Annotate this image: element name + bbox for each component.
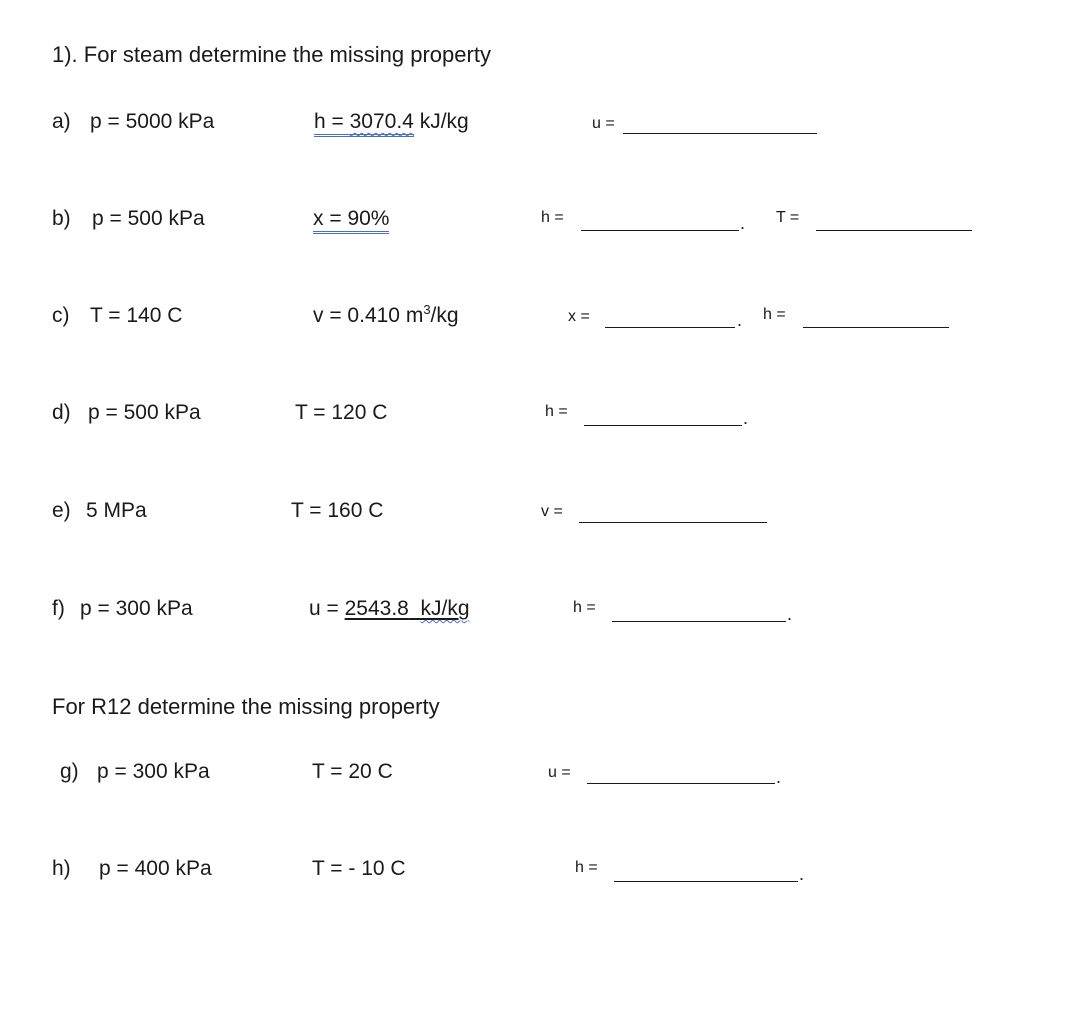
row-a-ask-u-label: u =	[592, 115, 615, 132]
row-c-tag: c)	[52, 304, 70, 327]
row-c-period: .	[737, 310, 743, 330]
row-e-tag: e)	[52, 499, 71, 522]
row-c-volume-prefix: v = 0.410 m	[313, 304, 424, 327]
row-h-period: .	[799, 864, 805, 884]
row-a-tag: a)	[52, 110, 71, 133]
row-b-answer-blank-h[interactable]	[581, 230, 739, 231]
row-a-enthalpy-unit: kJ/kg	[413, 110, 469, 133]
row-f-energy-value: 2543.8	[344, 597, 409, 620]
row-b-ask-t-label: T =	[776, 209, 800, 226]
row-f-energy-unit: kJ/kg	[420, 597, 470, 620]
row-e-ask-v-label: v =	[541, 503, 563, 520]
row-h-tag: h)	[52, 857, 71, 880]
row-a-answer-blank-u[interactable]	[623, 133, 817, 134]
steam-heading: 1). For steam determine the missing property	[52, 42, 491, 67]
row-c-volume-unit: /kg	[430, 304, 459, 327]
row-b-tag: b)	[52, 207, 71, 230]
row-d-given-temperature: T = 120 C	[295, 401, 388, 424]
row-a-enthalpy-value: 3070.4	[349, 110, 414, 133]
row-c-given-specific-volume	[313, 302, 459, 327]
row-g-period: .	[776, 767, 782, 787]
row-f-answer-blank-h[interactable]	[612, 621, 786, 622]
row-d-ask-h-label: h =	[545, 403, 568, 420]
row-c-volume-superscript: 3	[423, 302, 431, 317]
row-b-given-pressure: p = 500 kPa	[92, 207, 205, 230]
row-f-ask-h-label: h =	[573, 599, 596, 616]
row-a-given-pressure: p = 5000 kPa	[90, 110, 215, 133]
row-b-answer-blank-t[interactable]	[816, 230, 972, 231]
row-d-period: .	[743, 408, 749, 428]
row-d-answer-blank-h[interactable]	[584, 425, 742, 426]
row-d-given-pressure: p = 500 kPa	[88, 401, 201, 424]
row-b-ask-h-label: h =	[541, 209, 564, 226]
row-g-tag: g)	[60, 760, 79, 783]
row-a-given-enthalpy	[314, 111, 469, 132]
row-e-given-temperature: T = 160 C	[291, 499, 384, 522]
row-a-enthalpy-prefix: h =	[314, 110, 350, 133]
row-h-given-temperature: T = - 10 C	[312, 857, 406, 880]
row-h-ask-h-label: h =	[575, 859, 598, 876]
row-f-tag: f)	[52, 597, 65, 620]
row-g-answer-blank-u[interactable]	[587, 783, 775, 784]
row-h-given-pressure: p = 400 kPa	[99, 857, 212, 880]
row-d-tag: d)	[52, 401, 71, 424]
row-g-given-pressure: p = 300 kPa	[97, 760, 210, 783]
row-h-answer-blank-h[interactable]	[614, 881, 798, 882]
row-f-given-internal-energy	[309, 598, 470, 619]
row-c-ask-h-label: h =	[763, 306, 786, 323]
row-b-quality-prefix: x =	[313, 207, 348, 230]
row-e-answer-blank-v[interactable]	[579, 522, 767, 523]
row-c-given-temperature: T = 140 C	[90, 304, 183, 327]
row-e-given-pressure: 5 MPa	[86, 499, 147, 522]
row-b-period: .	[740, 213, 746, 233]
row-c-answer-blank-x[interactable]	[605, 327, 735, 328]
row-f-energy-prefix: u =	[309, 597, 345, 620]
row-g-given-temperature: T = 20 C	[312, 760, 393, 783]
row-f-given-pressure: p = 300 kPa	[80, 597, 193, 620]
row-g-ask-u-label: u =	[548, 764, 571, 781]
row-c-answer-blank-h[interactable]	[803, 327, 949, 328]
r12-heading: For R12 determine the missing property	[52, 694, 440, 719]
row-f-period: .	[787, 604, 793, 624]
row-b-quality-value: 90%	[347, 207, 390, 230]
row-c-ask-x-label: x =	[568, 308, 590, 325]
row-b-given-quality	[313, 208, 389, 229]
